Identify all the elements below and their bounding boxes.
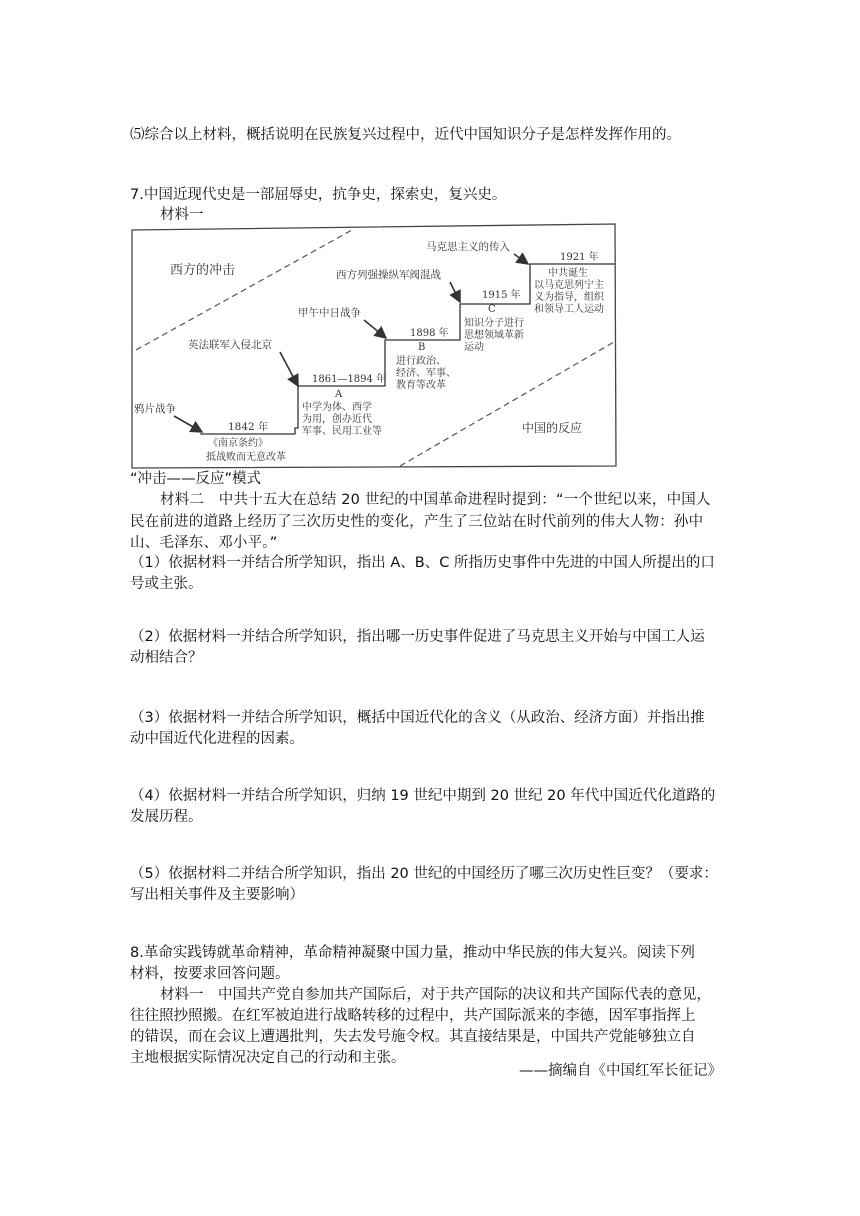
event-anglo-french: 英法联军入侵北京 (188, 339, 272, 351)
step-1861-year: 1861—1894 年 (312, 374, 387, 385)
svg-text:B: B (418, 342, 426, 353)
svg-text:知识分子进行: 知识分子进行 (464, 318, 524, 329)
svg-text:军事、民用工业等: 军事、民用工业等 (302, 426, 382, 437)
svg-text:进行政治、: 进行政治、 (396, 356, 446, 367)
svg-text:经济、军事、: 经济、军事、 (396, 368, 456, 379)
impact-divider (136, 230, 352, 350)
step-1842-year: 1842 年 (228, 421, 269, 433)
material-1-label: 材料一 (160, 207, 204, 223)
svg-text:为用，创办近代: 为用，创办近代 (302, 414, 372, 425)
svg-text:《南京条约》: 《南京条约》 (208, 438, 268, 449)
impact-response-diagram (130, 222, 618, 470)
svg-text:抵战败而无意改革: 抵战败而无意改革 (206, 452, 286, 463)
step-1898-year: 1898 年 (410, 328, 449, 339)
event-sino-japanese: 甲午中日战争 (298, 307, 361, 319)
svg-text:思想领域革新: 思想领域革新 (464, 330, 524, 341)
material-source: ——摘编自《中国红军长征记》 (519, 1063, 722, 1079)
event-warlords: 西方列强操纵军阀混战 (336, 269, 441, 281)
event-marxism: 马克思主义的传入 (426, 241, 510, 253)
event-opium-war: 鸦片战争 (134, 403, 176, 415)
svg-text:C: C (488, 304, 496, 315)
question-7-title: 7.中国近现代史是一部屈辱史，抗争史，探索史，复兴史。 (130, 187, 507, 203)
svg-text:A: A (335, 389, 343, 400)
sub-question-5: ⑸综合以上材料，概括说明在民族复兴过程中，近代中国知识分子是怎样发挥作用的。 (130, 127, 681, 143)
svg-text:教育等改革: 教育等改革 (396, 380, 446, 391)
svg-text:中学为体、西学: 中学为体、西学 (302, 402, 372, 413)
step-1921-year: 1921 年 (560, 252, 599, 263)
diagram-caption: “冲击——反应”模式 (130, 471, 262, 487)
svg-text:和领导工人运动: 和领导工人运动 (534, 304, 604, 315)
svg-text:中共诞生: 中共诞生 (548, 268, 588, 279)
svg-text:运动: 运动 (464, 342, 484, 353)
west-impact-label: 西方的冲击 (170, 263, 236, 278)
china-response-label: 中国的反应 (522, 421, 583, 435)
svg-text:义为指导，组织: 义为指导，组织 (534, 292, 604, 303)
svg-text:以马克思列宁主: 以马克思列宁主 (534, 280, 604, 291)
step-1915-year: 1915 年 (482, 290, 521, 301)
